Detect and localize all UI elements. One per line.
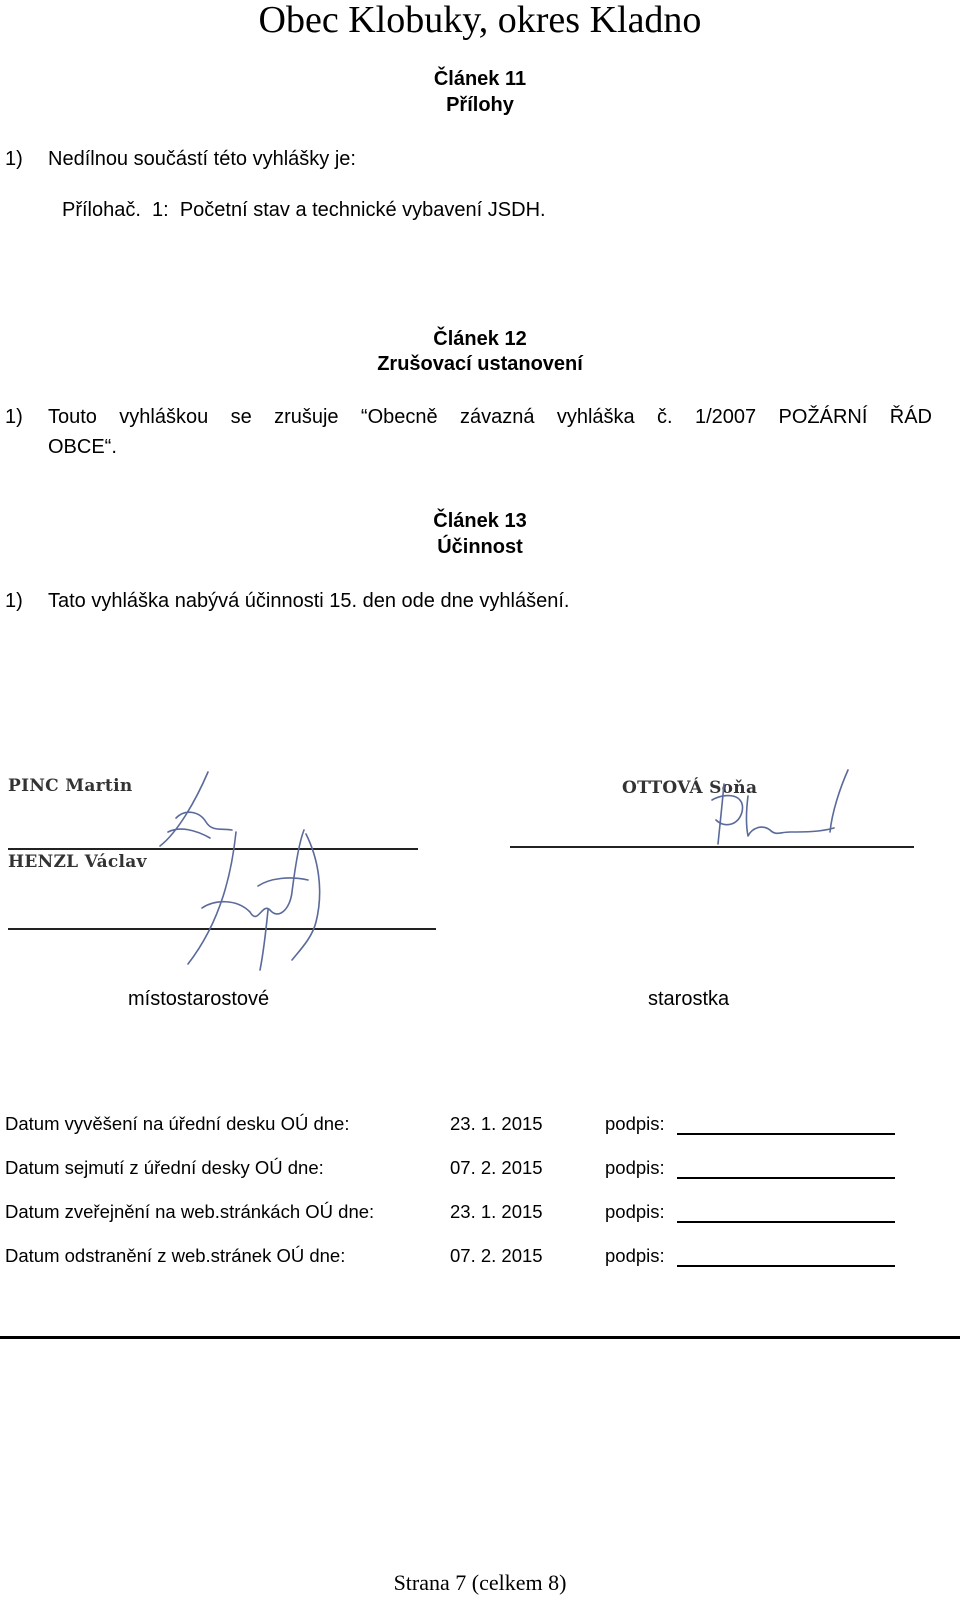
date-value: 07. 2. 2015 bbox=[450, 1245, 543, 1266]
footer-divider bbox=[0, 1336, 960, 1339]
date-value: 07. 2. 2015 bbox=[450, 1157, 543, 1178]
handwritten-signatures-image bbox=[0, 760, 960, 1000]
mayor-role-label: starostka bbox=[648, 988, 730, 1010]
article-11-subheading: Přílohy bbox=[446, 94, 514, 116]
page-number: Strana 7 (celkem 8) bbox=[393, 1570, 567, 1595]
article-11-para-num: 1) bbox=[5, 148, 23, 170]
article-13-para-num: 1) bbox=[5, 590, 23, 612]
deputy-2-name: HENZL Václav bbox=[8, 852, 147, 872]
article-13-subheading: Účinnost bbox=[437, 536, 523, 558]
deputy-1-signature-icon bbox=[160, 772, 232, 846]
signature-label: podpis: bbox=[605, 1201, 665, 1222]
article-12-subheading: Zrušovací ustanovení bbox=[377, 353, 583, 375]
article-11-heading: Článek 11 bbox=[433, 68, 527, 90]
deputy-1-name: PINC Martin bbox=[8, 776, 133, 796]
page-title: Obec Klobuky, okres Kladno bbox=[258, 0, 702, 41]
date-label: Datum zveřejnění na web.stránkách OÚ dne: bbox=[5, 1201, 375, 1222]
signature-label: podpis: bbox=[605, 1157, 665, 1178]
date-value: 23. 1. 2015 bbox=[450, 1113, 543, 1134]
date-label: Datum sejmutí z úřední desky OÚ dne: bbox=[5, 1157, 324, 1178]
date-label: Datum odstranění z web.stránek OÚ dne: bbox=[5, 1245, 346, 1266]
article-12-para-line1: Touto vyhláškou se zrušuje “Obecně závazná vyhláška č. 1/2007 POŽÁRNÍ ŘÁD bbox=[48, 406, 932, 428]
article-13-heading: Článek 13 bbox=[433, 510, 527, 532]
mayor-name: OTTOVÁ Soňa bbox=[622, 778, 758, 798]
article-13-para-text: Tato vyhláška nabývá účinnosti 15. den ode dne vyhlášení. bbox=[48, 590, 570, 612]
article-12-para-line2: OBCE“. bbox=[48, 436, 117, 458]
article-12-para-num: 1) bbox=[5, 406, 23, 428]
deputy-2-signature-icon bbox=[188, 830, 320, 970]
signature-label: podpis: bbox=[605, 1113, 665, 1134]
signature-line bbox=[677, 1133, 895, 1135]
signature-label: podpis: bbox=[605, 1245, 665, 1266]
signature-line bbox=[677, 1221, 895, 1223]
mayor-signature-icon bbox=[712, 770, 848, 844]
signature-line bbox=[677, 1177, 895, 1179]
article-11-para-text: Nedílnou součástí této vyhlášky je: bbox=[48, 148, 356, 170]
date-label: Datum vyvěšení na úřední desku OÚ dne: bbox=[5, 1113, 350, 1134]
article-12-heading: Článek 12 bbox=[433, 328, 527, 350]
date-value: 23. 1. 2015 bbox=[450, 1201, 543, 1222]
attachment-item: Přílohač. 1: Početní stav a technické vybavení JSDH. bbox=[62, 199, 546, 221]
signature-line bbox=[677, 1265, 895, 1267]
deputy-role-label: místostarostové bbox=[128, 988, 270, 1010]
